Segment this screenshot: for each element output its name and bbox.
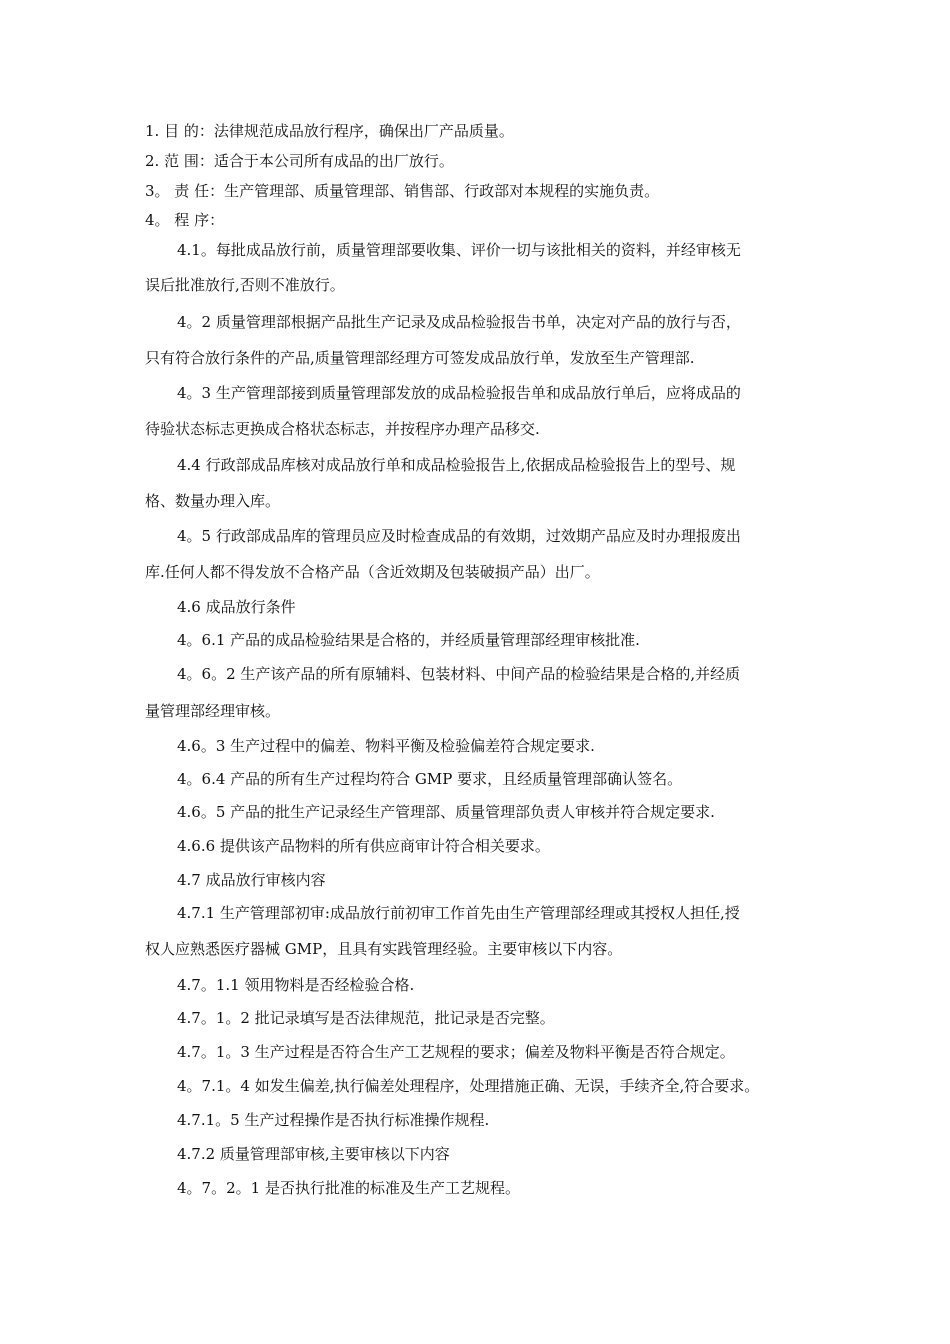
paragraph-line: 4.7.1。5 生产过程操作是否执行标准操作规程.	[177, 1111, 490, 1129]
paragraph-line: 4。7。2。1 是否执行批准的标准及生产工艺规程。	[177, 1179, 520, 1197]
section-heading: 4.6 成品放行条件	[177, 598, 296, 616]
paragraph-line: 4.7。1。2 批记录填写是否法律规范，批记录是否完整。	[177, 1009, 555, 1027]
paragraph-line: 4.6。5 产品的批生产记录经生产管理部、质量管理部负责人审核并符合规定要求.	[177, 803, 715, 821]
paragraph-line: 4。7.1。4 如发生偏差,执行偏差处理程序，处理措施正确、无误，手续齐全,符合要求。	[177, 1077, 760, 1095]
purpose-line: 1. 目 的：法律规范成品放行程序，确保出厂产品质量。	[145, 122, 514, 140]
paragraph-line: 4.1。每批成品放行前，质量管理部要收集、评价一切与该批相关的资料，并经审核无	[177, 241, 741, 259]
paragraph-line: 量管理部经理审核。	[145, 702, 281, 720]
paragraph-line: 4.4 行政部成品库核对成品放行单和成品检验报告上,依据成品检验报告上的型号、规	[177, 456, 736, 474]
scope-line: 2. 范 围：适合于本公司所有成品的出厂放行。	[145, 152, 454, 170]
paragraph-line: 4。2 质量管理部根据产品批生产记录及成品检验报告书单，决定对产品的放行与否，	[177, 313, 741, 331]
paragraph-line: 4。3 生产管理部接到质量管理部发放的成品检验报告单和成品放行单后，应将成品的	[177, 384, 741, 402]
paragraph-line: 4。6.4 产品的所有生产过程均符合 GMP 要求，且经质量管理部确认签名。	[177, 770, 683, 788]
paragraph-line: 4.7。1。3 生产过程是否符合生产工艺规程的要求；偏差及物料平衡是否符合规定。	[177, 1043, 735, 1061]
paragraph-line: 只有符合放行条件的产品,质量管理部经理方可签发成品放行单，发放至生产管理部.	[145, 349, 695, 367]
paragraph-line: 4.7。1.1 领用物料是否经检验合格.	[177, 976, 415, 994]
paragraph-line: 库.任何人都不得发放不合格产品（含近效期及包装破损产品）出厂。	[145, 563, 600, 581]
paragraph-line: 格、数量办理入库。	[145, 492, 281, 510]
responsibility-line: 3。 责 任：生产管理部、质量管理部、销售部、行政部对本规程的实施负责。	[145, 182, 660, 200]
paragraph-line: 4.7.1 生产管理部初审:成品放行前初审工作首先由生产管理部经理或其授权人担任,授	[177, 904, 740, 922]
section-heading: 4.7 成品放行审核内容	[177, 871, 326, 889]
paragraph-line: 4.6。3 生产过程中的偏差、物料平衡及检验偏差符合规定要求.	[177, 737, 595, 755]
paragraph-line: 4。6.1 产品的成品检验结果是合格的，并经质量管理部经理审核批准.	[177, 631, 640, 649]
paragraph-line: 4。5 行政部成品库的管理员应及时检查成品的有效期，过效期产品应及时办理报废出	[177, 527, 741, 545]
paragraph-line: 待验状态标志更换成合格状态标志，并按程序办理产品移交.	[145, 420, 540, 438]
paragraph-line: 误后批准放行,否则不准放行。	[145, 276, 345, 294]
paragraph-line: 4.7.2 质量管理部审核,主要审核以下内容	[177, 1145, 450, 1163]
procedure-heading: 4。 程 序：	[145, 211, 225, 229]
paragraph-line: 4.6.6 提供该产品物料的所有供应商审计符合相关要求。	[177, 837, 550, 855]
paragraph-line: 权人应熟悉医疗器械 GMP，且具有实践管理经验。主要审核以下内容。	[145, 940, 623, 958]
paragraph-line: 4。6。2 生产该产品的所有原辅料、包装材料、中间产品的检验结果是合格的,并经质	[177, 665, 741, 683]
